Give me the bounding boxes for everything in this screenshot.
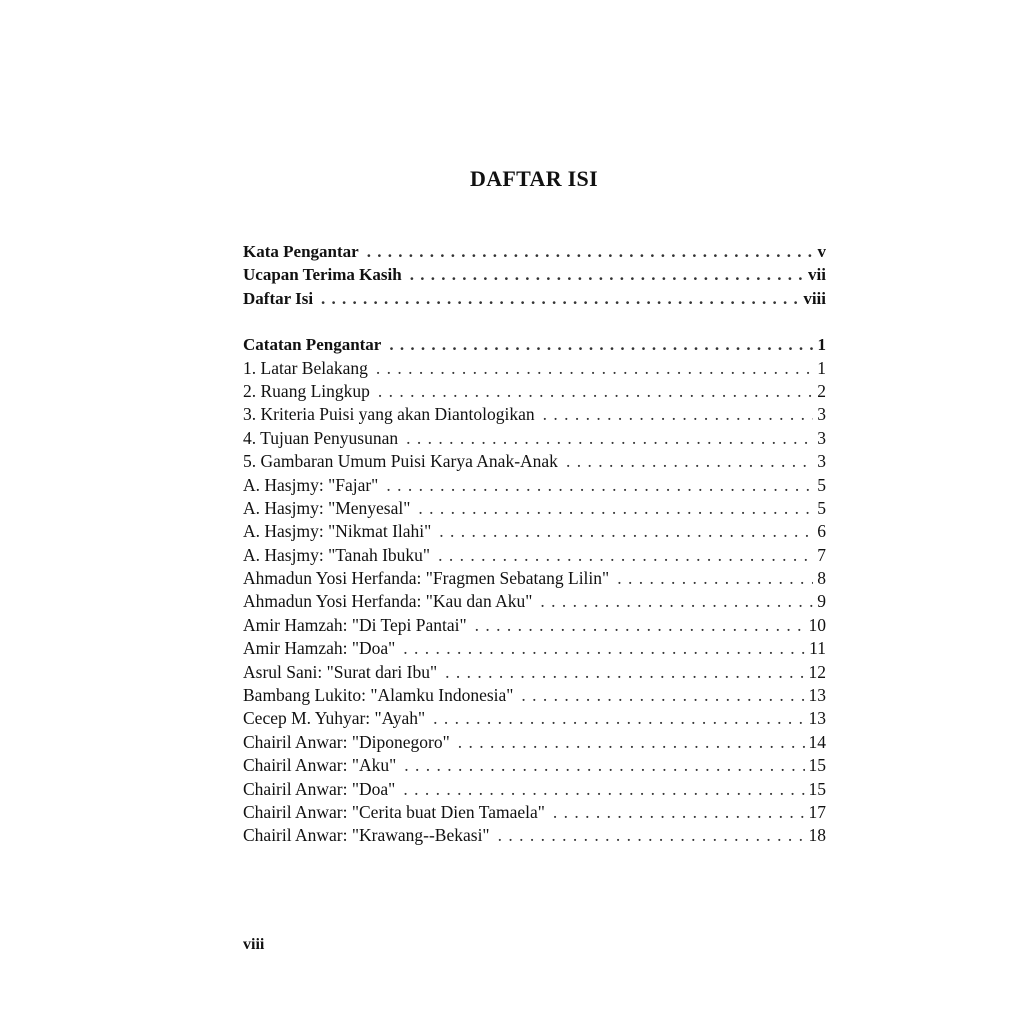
toc-entry-page: vii (808, 265, 826, 285)
dot-leader (438, 544, 813, 567)
dot-leader (321, 287, 799, 310)
toc-entry-page: 5 (817, 497, 826, 518)
toc-entry (243, 240, 826, 263)
toc-entry-page: 3 (817, 451, 826, 472)
dot-leader (445, 661, 804, 684)
front-matter-section (243, 240, 826, 310)
page-title: DAFTAR ISI (470, 166, 598, 191)
toc-entry-title: Cecep M. Yuhyar: "Ayah" (243, 708, 426, 729)
toc-entry-title: Kata Pengantar (243, 242, 359, 261)
toc-entry-title: A. Hasjmy: "Fajar" (243, 474, 379, 495)
toc-entry-title: Amir Hamzah: "Di Tepi Pantai" (243, 614, 467, 635)
toc-entry (243, 544, 826, 567)
toc-entry-title: Chairil Anwar: "Diponegoro" (243, 731, 450, 752)
dot-leader (498, 824, 805, 847)
toc-entry-title: Bambang Lukito: "Alamku Indonesia" (243, 685, 514, 706)
toc-entry-page: 1 (817, 335, 826, 355)
toc-entry-title: Chairil Anwar: "Cerita buat Dien Tamaela" (243, 801, 545, 822)
toc-entry-title: A. Hasjmy: "Menyesal" (243, 497, 411, 518)
toc-entry-page: 1 (817, 357, 826, 378)
toc-entry (243, 637, 826, 660)
toc-entry-title: Chairil Anwar: "Aku" (243, 755, 397, 776)
dot-leader (543, 403, 814, 426)
toc-entry (243, 590, 826, 613)
toc-entry (243, 380, 826, 403)
toc-entry-page: v (817, 242, 826, 261)
dot-leader (521, 684, 804, 707)
dot-leader (540, 590, 813, 613)
toc-entry-title: 1. Latar Belakang (243, 357, 368, 378)
toc-entry (243, 357, 826, 380)
dot-leader (410, 263, 804, 286)
toc-entry (243, 450, 826, 473)
table-of-contents (243, 240, 826, 848)
toc-entry-page: 10 (808, 614, 826, 635)
toc-entry-title: Amir Hamzah: "Doa" (243, 638, 396, 659)
toc-entry-page: 13 (808, 708, 826, 729)
toc-entry (243, 403, 826, 426)
toc-entry-title: Asrul Sani: "Surat dari Ibu" (243, 661, 438, 682)
dot-leader (406, 427, 813, 450)
toc-entry-page: 6 (817, 521, 826, 542)
toc-entry (243, 801, 826, 824)
toc-entry (243, 778, 826, 801)
toc-entry-page: 2 (817, 380, 826, 401)
dot-leader (566, 450, 813, 473)
toc-entry-page: 12 (808, 661, 826, 682)
dot-leader (367, 240, 814, 263)
toc-entry-page: 11 (809, 638, 826, 659)
dot-leader (458, 731, 805, 754)
dot-leader (475, 614, 805, 637)
toc-entry-page: 15 (808, 778, 826, 799)
dot-leader (418, 497, 813, 520)
toc-entry (243, 824, 826, 847)
toc-entry-page: 15 (808, 755, 826, 776)
toc-entry-page: 5 (817, 474, 826, 495)
page-number: viii (243, 936, 265, 953)
dot-leader (404, 754, 804, 777)
dot-leader (439, 520, 813, 543)
toc-entry-page: 3 (817, 427, 826, 448)
toc-entry (243, 614, 826, 637)
toc-entry-title: 3. Kriteria Puisi yang akan Diantologikan (243, 404, 535, 425)
toc-entry (243, 567, 826, 590)
toc-entry-page: 9 (817, 591, 826, 612)
toc-entry (243, 287, 826, 310)
contents-section (243, 333, 826, 848)
dot-leader (403, 637, 805, 660)
toc-entry-title: Chairil Anwar: "Krawang--Bekasi" (243, 825, 490, 846)
toc-entry-page: 13 (808, 685, 826, 706)
toc-entry-title: 5. Gambaran Umum Puisi Karya Anak-Anak (243, 451, 558, 472)
toc-entry (243, 497, 826, 520)
dot-leader (403, 778, 804, 801)
toc-entry-page: viii (803, 288, 826, 308)
toc-entry-title: 2. Ruang Lingkup (243, 380, 370, 401)
toc-entry-title: A. Hasjmy: "Tanah Ibuku" (243, 544, 431, 565)
toc-entry (243, 731, 826, 754)
toc-entry-title: A. Hasjmy: "Nikmat Ilahi" (243, 521, 432, 542)
toc-entry (243, 474, 826, 497)
dot-leader (389, 333, 813, 356)
toc-entry-title: Catatan Pengantar (243, 335, 382, 355)
toc-entry-title: Ahmadun Yosi Herfanda: "Kau dan Aku" (243, 591, 533, 612)
toc-entry (243, 427, 826, 450)
toc-entry-title: Daftar Isi (243, 288, 314, 308)
toc-entry-page: 17 (808, 801, 826, 822)
dot-leader (617, 567, 813, 590)
toc-entry-title: Ucapan Terima Kasih (243, 265, 402, 285)
dot-leader (376, 357, 813, 380)
toc-entry (243, 661, 826, 684)
toc-entry-page: 8 (817, 568, 826, 589)
toc-entry (243, 707, 826, 730)
toc-entry (243, 684, 826, 707)
dot-leader (553, 801, 805, 824)
toc-entry (243, 520, 826, 543)
toc-entry (243, 333, 826, 356)
dot-leader (378, 380, 813, 403)
toc-entry-page: 14 (808, 731, 826, 752)
dot-leader (433, 707, 804, 730)
toc-entry-page: 18 (808, 825, 826, 846)
dot-leader (386, 474, 813, 497)
toc-entry-title: 4. Tujuan Penyusunan (243, 427, 399, 448)
toc-entry-title: Chairil Anwar: "Doa" (243, 778, 396, 799)
toc-entry (243, 263, 826, 286)
toc-entry-page: 7 (817, 544, 826, 565)
toc-entry (243, 754, 826, 777)
toc-entry-title: Ahmadun Yosi Herfanda: "Fragmen Sebatang Lilin" (243, 568, 610, 589)
toc-entry-page: 3 (817, 404, 826, 425)
